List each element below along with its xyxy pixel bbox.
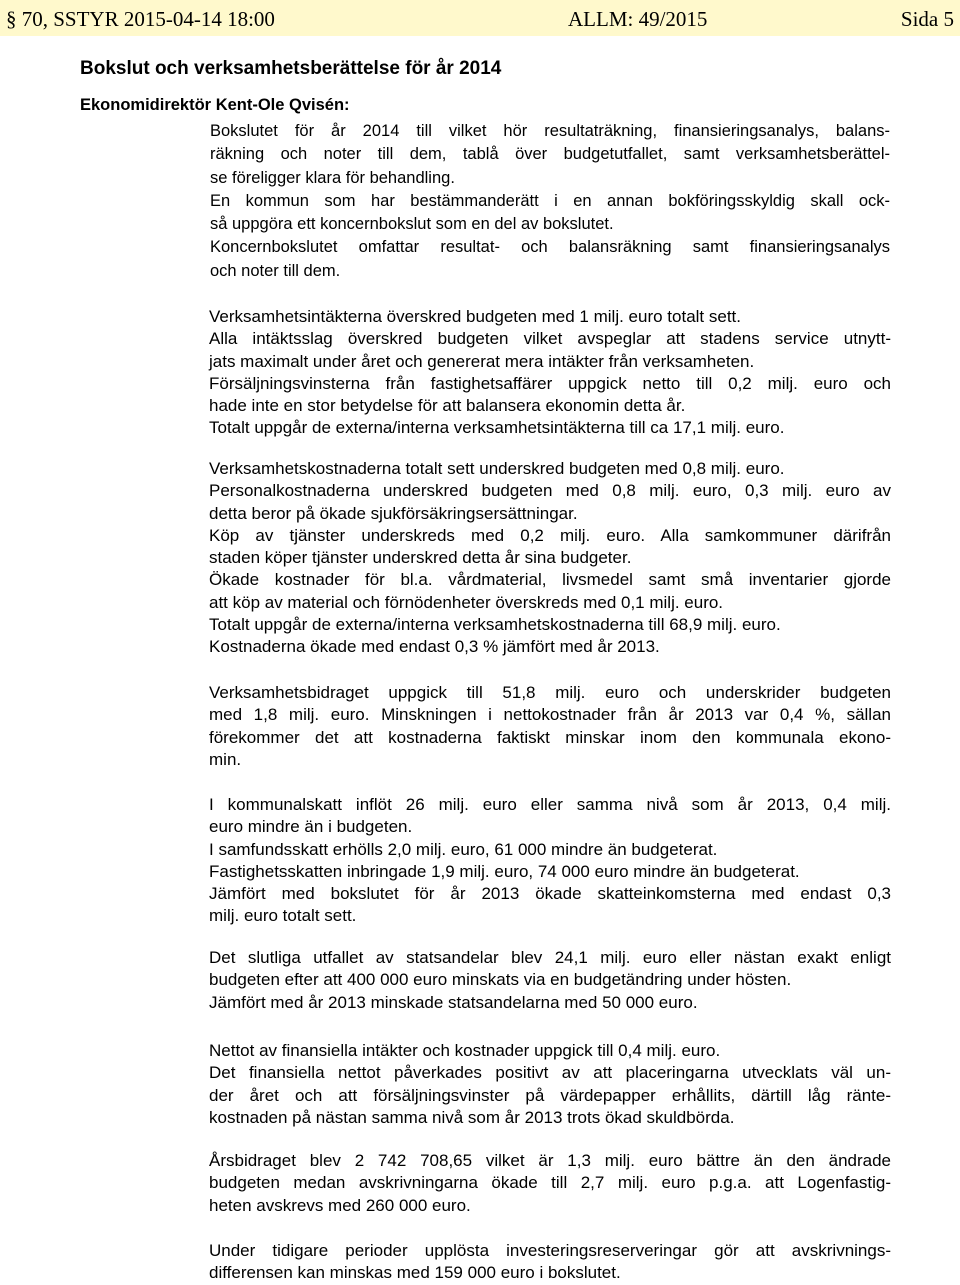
text-line: förekommer det att kostnaderna faktiskt minskar inom den kommunala ekono- [209,727,891,747]
text-line: Under tidigare perioder upplösta investeringsreserveringar gör att avskrivnings- [209,1241,891,1260]
text-line: budgeten efter att 400 000 euro minskats via en budgetändring under hösten. [209,970,792,990]
paragraph-taxes [209,794,891,928]
text-line: min. [209,749,242,769]
text-line: Ökade kostnader för bl.a. vårdmaterial, livsmedel samt små inventarier gjorde [209,570,891,590]
paragraph-annual-contribution [209,1150,891,1217]
text-line: Totalt uppgår de externa/interna verksamhetsintäkterna till ca 17,1 milj. euro. [209,418,785,438]
text-line: så uppgöra ett koncernbokslut som en del av bokslutet. [210,215,614,234]
text-line: Försäljningsvinsterna från fastighetsaffärer uppgick netto till 0,2 milj. euro och [209,373,891,393]
text-line: jats maximalt under året och genererat mera intäkter från verksamheten. [209,351,755,371]
text-line: I kommunalskatt inflöt 26 milj. euro eller samma nivå som år 2013, 0,4 milj. [209,795,891,814]
page-header [0,0,960,36]
text-line: budgeten medan avskrivningarna ökade till 2,7 milj. euro p.g.a. att Logenfastig- [209,1173,891,1193]
text-line: heten avskrevs med 260 000 euro. [209,1195,471,1215]
text-line: staden köper tjänster underskred detta år sina budgeter. [209,548,632,568]
header-page-number: Sida 5 [900,7,954,31]
text-line: der året och att försäljningsvinster på värdepapper erhållits, därtill låg ränte- [209,1085,891,1105]
text-line: Fastighetsskatten inbringade 1,9 milj. euro, 74 000 euro mindre än budgeterat. [209,861,800,881]
header-agenda-reference: ALLM: 49/2015 [568,7,708,31]
text-line: Jämfört med år 2013 minskade statsandelarna med 50 000 euro. [209,992,698,1012]
text-line: Nettot av finansiella intäkter och kostnader uppgick till 0,4 milj. euro. [209,1041,721,1060]
text-line: räkning och noter till dem, tablå över budgetutfallet, samt verksamhetsberättel- [210,145,890,164]
header-section-reference: § 70, SSTYR 2015-04-14 18:00 [6,7,275,31]
paragraph-state-grants [209,947,891,1014]
text-line: Verksamhetsintäkterna överskred budgeten med 1 milj. euro totalt sett. [209,307,741,326]
text-line: hade inte en stor betydelse för att balansera ekonomin detta år. [209,396,686,416]
paragraph-revenues [209,306,891,440]
text-line: Verksamhetsbidraget uppgick till 51,8 milj. euro och underskrider budgeten [209,683,891,702]
text-line: Koncernbokslutet omfattar resultat- och balansräkning samt finansieringsanalys [210,238,890,257]
text-line: Det finansiella nettot påverkades positivt av att placeringarna utvecklats väl un- [209,1063,891,1083]
text-line: detta beror på ökade sjukförsäkringsersättningar. [209,503,578,523]
paragraph-costs [209,458,891,659]
text-line: Kostnaderna ökade med endast 0,3 % jämfört med år 2013. [209,637,660,657]
text-line: och noter till dem. [210,261,341,280]
text-line: Verksamhetskostnaderna totalt sett underskred budgeten med 0,8 milj. euro. [209,459,785,478]
text-line: Totalt uppgår de externa/interna verksamhetskostnaderna till 68,9 milj. euro. [209,615,781,635]
speaker-heading: Ekonomidirektör Kent-Ole Qvisén: [80,96,350,114]
text-line: kostnaden på nästan samma nivå som år 2013 trots ökad skuldbörda. [209,1107,735,1127]
paragraph-investment-reserves [209,1240,891,1285]
text-line: Bokslutet för år 2014 till vilket hör resultaträkning, finansieringsanalys, balans- [210,122,890,140]
text-line: euro mindre än i budgeten. [209,817,413,837]
text-line: En kommun som har bestämmanderätt i en annan bokföringsskyldig skall ock- [210,191,890,210]
text-line: att köp av material och förnödenheter överskreds med 0,1 milj. euro. [209,592,724,612]
text-line: Det slutliga utfallet av statsandelar blev 24,1 milj. euro eller nästan exakt enligt [209,948,891,967]
text-line: differensen kan minskas med 159 000 euro i bokslutet. [209,1263,621,1283]
paragraph-financial-net [209,1040,891,1129]
intro-paragraph [210,120,890,283]
text-line: med 1,8 milj. euro. Minskningen i nettokostnader från år 2013 var 0,4 %, sällan [209,705,891,725]
text-line: se föreligger klara för behandling. [210,168,455,187]
text-line: Alla intäktsslag överskred budgeten vilket avspeglar att stadens service utnytt- [209,329,891,349]
text-line: Köp av tjänster underskreds med 0,2 milj. euro. Alla samkommuner därifrån [209,525,891,545]
text-line: milj. euro totalt sett. [209,906,357,926]
document-title: Bokslut och verksamhetsberättelse för år 2014 [80,58,502,79]
text-line: Jämfört med bokslutet för år 2013 ökade skatteinkomsterna med endast 0,3 [209,884,891,904]
paragraph-operating-contribution [209,682,891,771]
text-line: Personalkostnaderna underskred budgeten med 0,8 milj. euro, 0,3 milj. euro av [209,481,891,501]
text-line: Årsbidraget blev 2 742 708,65 vilket är 1,3 milj. euro bättre än den ändrade [209,1151,891,1170]
text-line: I samfundsskatt erhölls 2,0 milj. euro, 61 000 mindre än budgeterat. [209,839,718,859]
